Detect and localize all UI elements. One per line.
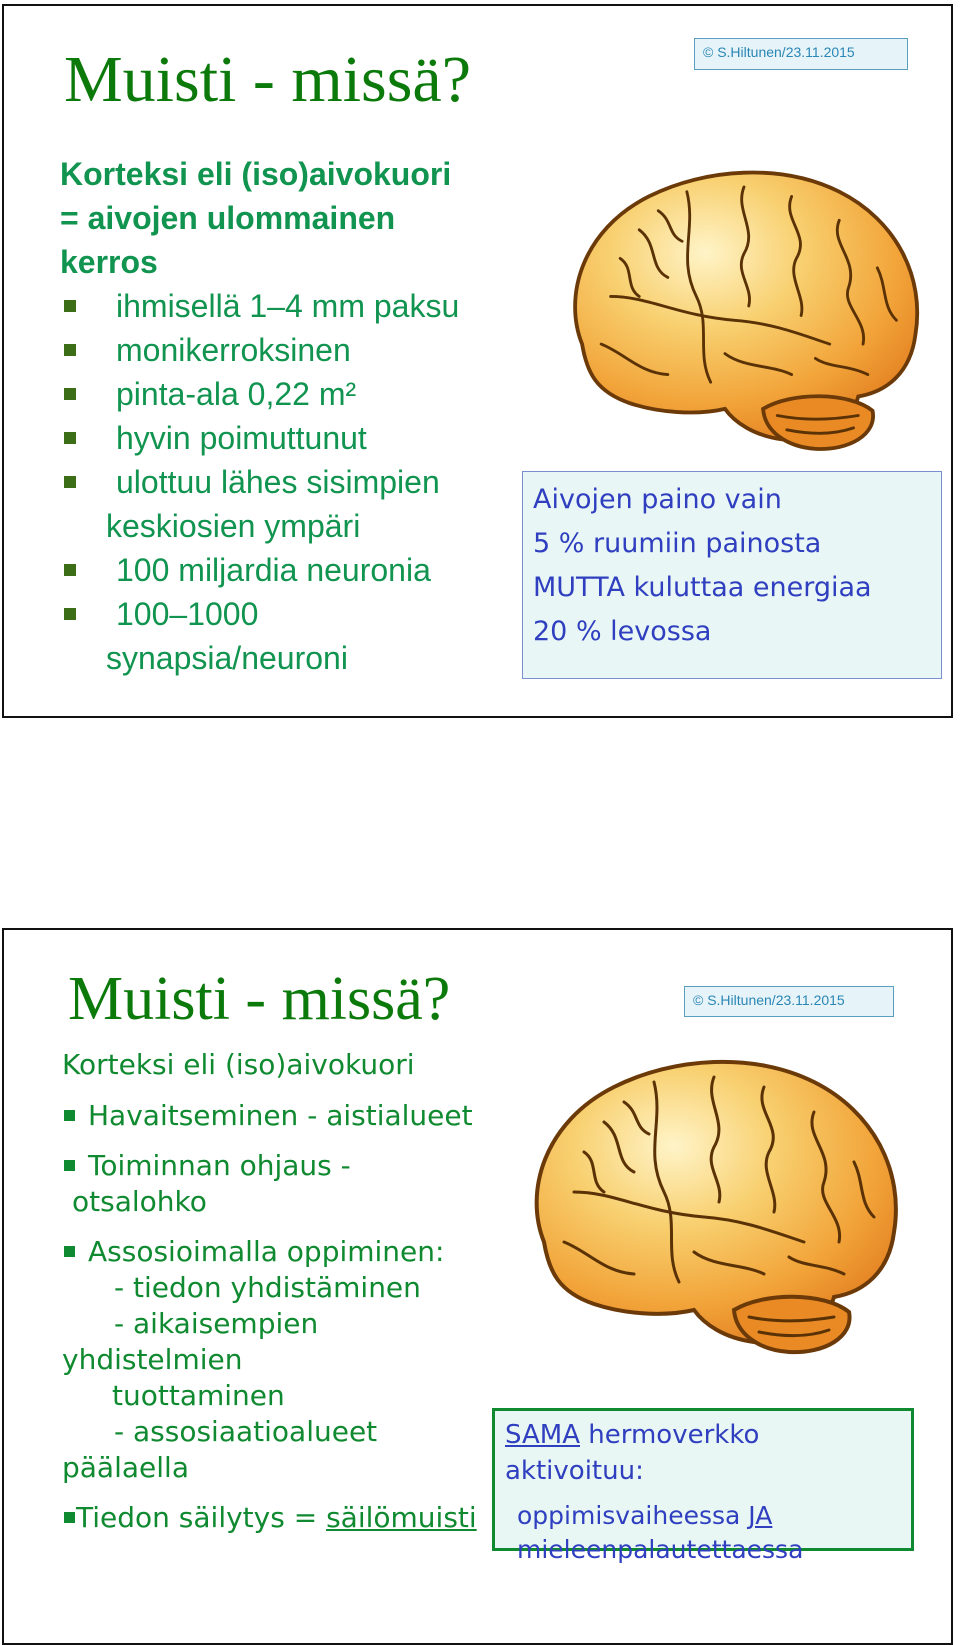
sub-item-continuation: yhdistelmien [62, 1343, 243, 1376]
network-info-box [492, 1408, 914, 1564]
list-item-text: monikerroksinen [116, 332, 351, 368]
square-bullet-icon [64, 1110, 75, 1121]
list-item [60, 328, 530, 372]
copyright-badge: © S.Hiltunen/23.11.2015 [694, 38, 908, 70]
list-item [60, 548, 530, 592]
sub-item-text: - aikaisempien [114, 1307, 319, 1340]
box-heading [505, 1417, 901, 1489]
sub-item-continuation: päälaella [62, 1451, 189, 1484]
list-item-continuation: synapsia/neuroni [106, 640, 348, 676]
list-item-text: hyvin poimuttunut [116, 420, 367, 456]
info-line: Aivojen paino vain [533, 484, 782, 515]
slide-title: Muisti - missä? [68, 965, 451, 1033]
energy-info-box [522, 471, 942, 679]
square-bullet-icon [64, 1160, 75, 1171]
list-item [62, 1148, 502, 1220]
box-line [517, 1499, 901, 1533]
list-item-continuation: keskiosien ympäri [106, 508, 361, 544]
lead-line: Korteksi eli (iso)aivokuori [60, 156, 452, 192]
slide-2 [2, 928, 953, 1645]
list-item-text: Toiminnan ohjaus - [88, 1149, 351, 1182]
list-item [60, 416, 530, 460]
sub-item [62, 1270, 502, 1486]
square-bullet-icon [64, 300, 76, 312]
lead-line: kerros [60, 244, 158, 280]
list-item-text: ulottuu lähes sisimpien [116, 464, 440, 500]
sub-item-continuation: tuottaminen [112, 1379, 285, 1412]
list-item-continuation: otsalohko [72, 1185, 207, 1218]
fact-list [60, 284, 530, 680]
square-bullet-icon [64, 432, 76, 444]
sub-item-text: - assosiaatioalueet [114, 1415, 378, 1448]
list-item-text: Havaitseminen - aistialueet [88, 1099, 473, 1132]
info-line: 5 % ruumiin painosta [533, 528, 822, 559]
and-emphasis: JA [748, 1501, 773, 1530]
storage-memory-term: säilömuisti [326, 1501, 477, 1534]
list-item [62, 1098, 502, 1134]
list-item [60, 592, 530, 680]
list-item [60, 284, 530, 328]
function-list [62, 1098, 502, 1550]
square-bullet-icon [64, 608, 76, 620]
square-bullet-icon [64, 344, 76, 356]
box-line: mieleenpalautettaessa [517, 1535, 804, 1564]
list-item [62, 1500, 502, 1536]
list-item-text: pinta-ala 0,22 m² [116, 376, 357, 412]
list-item-text: Assosioimalla oppiminen: [88, 1235, 445, 1268]
list-item-text: ihmisellä 1–4 mm paksu [116, 288, 460, 324]
slide-title: Muisti - missä? [64, 43, 471, 116]
square-bullet-icon [64, 564, 76, 576]
brain-illustration [544, 146, 944, 466]
lead-text: Korteksi eli (iso)aivokuori [62, 1048, 415, 1081]
square-bullet-icon [64, 388, 76, 400]
copyright-badge: © S.Hiltunen/23.11.2015 [684, 986, 894, 1017]
lead-text [60, 152, 451, 284]
brain-illustration [504, 1042, 924, 1362]
info-line: 20 % levossa [533, 616, 712, 647]
list-item [60, 372, 530, 416]
sub-item-text: - tiedon yhdistäminen [114, 1271, 421, 1304]
square-bullet-icon [64, 1246, 75, 1257]
list-item [60, 460, 530, 548]
info-line: MUTTA kuluttaa energiaa [533, 572, 872, 603]
square-bullet-icon [64, 1512, 75, 1523]
slide-1 [2, 4, 953, 718]
square-bullet-icon [64, 476, 76, 488]
same-emphasis: SAMA [505, 1420, 580, 1450]
lead-line: = aivojen ulommainen [60, 200, 396, 236]
list-item-text: Tiedon säilytys = [76, 1501, 327, 1534]
box-body [505, 1499, 901, 1567]
list-item [62, 1234, 502, 1486]
box-heading-rest: hermoverkko aktivoituu: [505, 1420, 760, 1486]
list-item-text: 100–1000 [116, 596, 259, 632]
list-item-text: 100 miljardia neuronia [116, 552, 431, 588]
box-line-text: oppimisvaiheessa [517, 1501, 749, 1530]
